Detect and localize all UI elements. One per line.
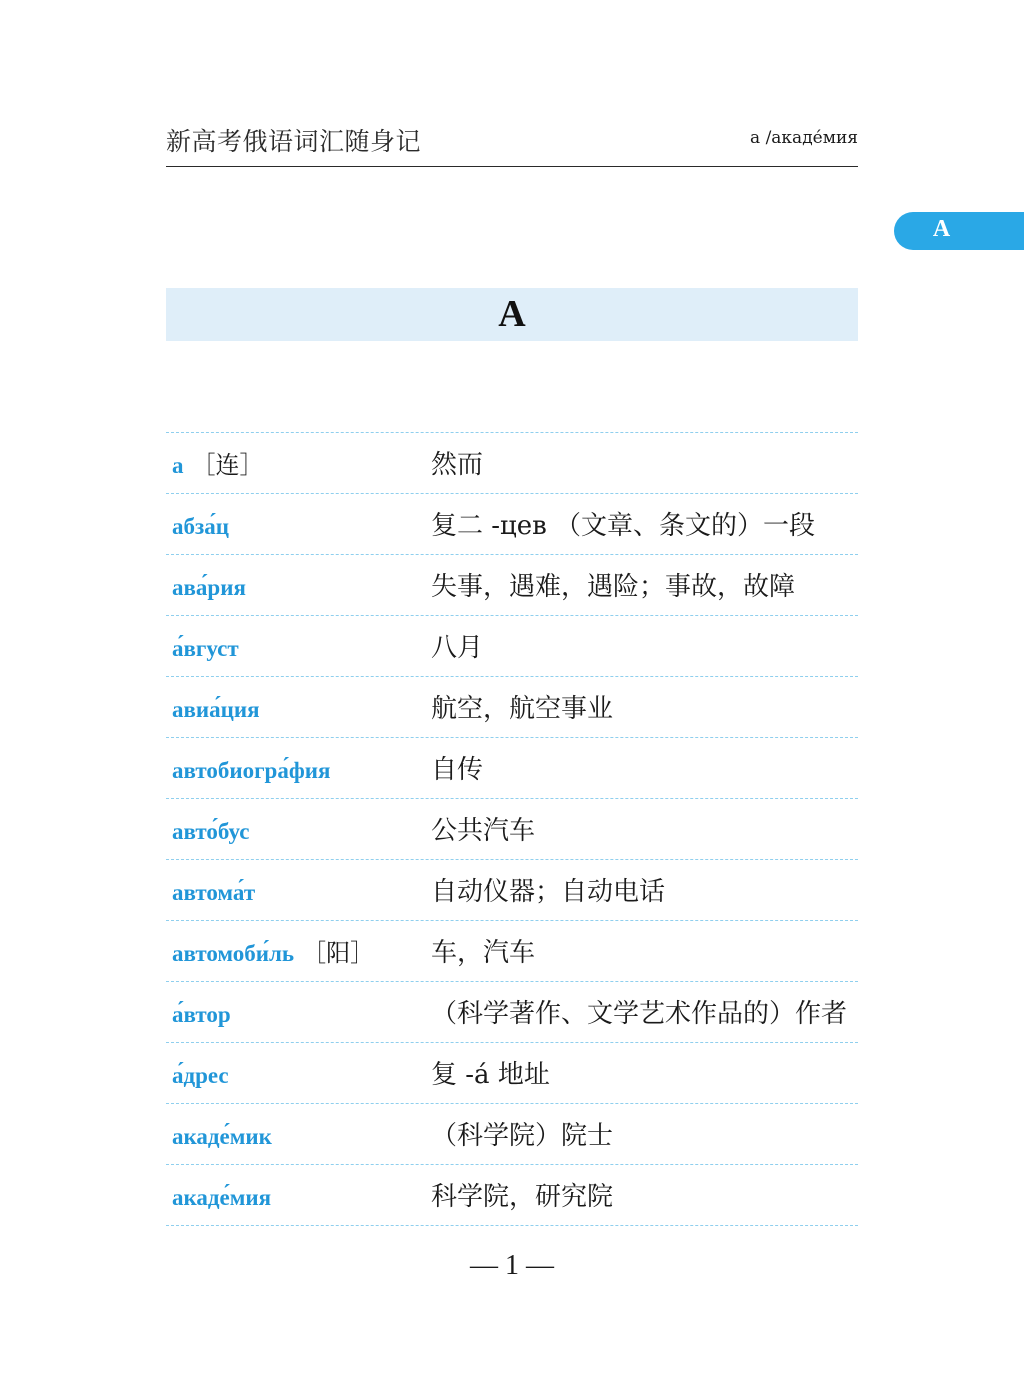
entry-headword — [172, 616, 247, 681]
entry-word: авиа́ция — [172, 697, 260, 722]
section-letter: A — [498, 293, 526, 335]
entry-word: акаде́мик — [172, 1124, 272, 1149]
vocab-list — [166, 432, 858, 1226]
entry-word: а́вгуст — [172, 636, 239, 661]
entry-meaning: 自传 — [431, 755, 484, 785]
entry-word: абза́ц — [172, 514, 229, 539]
entry-word: а — [172, 453, 184, 478]
entry-headword — [172, 494, 237, 559]
entry-headword — [172, 982, 239, 1047]
vocab-entry — [166, 677, 858, 738]
entry-word: автома́т — [172, 880, 256, 905]
entry-word: автобиогра́фия — [172, 758, 331, 783]
entry-word: а́дрес — [172, 1063, 229, 1088]
entry-meaning: 自动仪器；自动电话 — [431, 877, 666, 907]
entry-word: а́втор — [172, 1002, 231, 1027]
vocab-entry — [166, 860, 858, 921]
page-range: а /акаде́мия — [750, 128, 858, 148]
entry-meaning: 公共汽车 — [431, 816, 536, 846]
entry-meaning: 航空，航空事业 — [431, 694, 614, 724]
entry-meaning: 然而 — [431, 450, 484, 480]
entry-grammar-note: ［阳］ — [302, 939, 375, 967]
entry-meaning: （科学著作、文学艺术作品的）作者 — [431, 999, 848, 1029]
entry-meaning: 车，汽车 — [431, 938, 536, 968]
entry-word: акаде́мия — [172, 1185, 272, 1210]
book-title: 新高考俄语词汇随身记 — [166, 127, 422, 156]
entry-meaning: 复 -а́ 地址 — [431, 1060, 550, 1090]
entry-meaning: （科学院）院士 — [431, 1121, 614, 1151]
entry-word: автомоби́ль — [172, 941, 295, 966]
vocab-entry — [166, 494, 858, 555]
entry-grammar-note: ［连］ — [191, 451, 264, 479]
entry-word: ава́рия — [172, 575, 246, 600]
page-header — [166, 118, 858, 167]
entry-headword — [172, 433, 264, 498]
entry-headword — [172, 677, 268, 742]
entry-word: авто́бус — [172, 819, 250, 844]
entry-headword — [172, 860, 263, 925]
entry-headword — [172, 799, 257, 864]
letter-tab-label: A — [932, 216, 951, 242]
vocab-entry — [166, 1104, 858, 1165]
entry-headword — [172, 1104, 280, 1169]
vocab-entry — [166, 616, 858, 677]
vocab-entry — [166, 982, 858, 1043]
vocab-entry — [166, 921, 858, 982]
entry-meaning: 科学院，研究院 — [431, 1182, 614, 1212]
entry-headword — [172, 1043, 237, 1108]
entry-headword — [172, 921, 374, 986]
entry-headword — [172, 1165, 279, 1230]
section-heading — [166, 288, 858, 341]
entry-meaning: 复二 -цев （文章、条文的）一段 — [431, 511, 816, 541]
entry-meaning: 失事，遇难，遇险；事故，故障 — [431, 572, 796, 602]
entry-headword — [172, 555, 254, 620]
vocab-entry — [166, 799, 858, 860]
page-number: — 1 — — [470, 1250, 554, 1281]
vocab-entry — [166, 738, 858, 799]
vocab-entry — [166, 555, 858, 616]
vocab-entry — [166, 1165, 858, 1226]
entry-meaning: 八月 — [431, 633, 484, 663]
vocab-entry — [166, 433, 858, 494]
entry-headword — [172, 738, 338, 803]
vocab-entry — [166, 1043, 858, 1104]
letter-tab[interactable] — [894, 212, 1024, 250]
